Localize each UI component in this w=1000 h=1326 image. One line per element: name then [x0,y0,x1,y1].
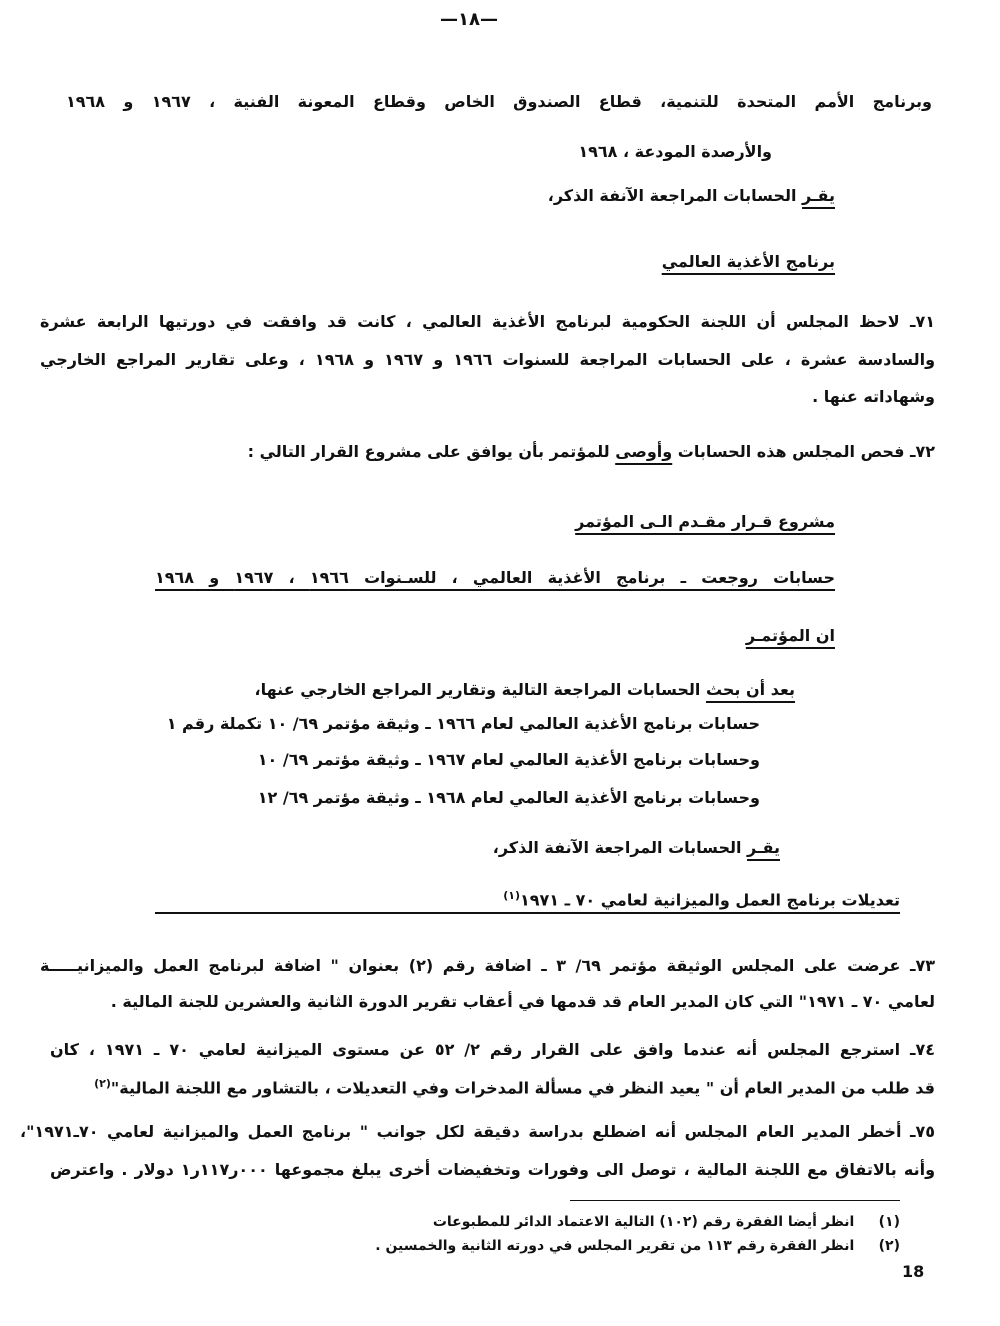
para71-line-1: ٧١ـ لاحظ المجلس أن اللجنة الحكومية لبرنامج الأغذية العالمي ، كانت قد وافقت في دورتيها الرابعة عشرة [40,312,935,331]
intro-line-2: والأرصدة المودعة ، ١٩٦٨ [578,142,772,161]
footnote-mark: (١) [878,1214,900,1230]
para72 [248,440,935,464]
para74-line-1: ٧٤ـ استرجع المجلس أنه عندما وافق على القرار رقم ٢/ ٥٢ عن مستوى الميزانية لعامي ٧٠ ـ ١٩٧١ ، كان [50,1040,936,1059]
footnote-text: انظر أيضا الفقرة رقم (١٠٢) التالية الاعتماد الدائر للمطبوعات [432,1214,855,1230]
decides-rest: الحسابات المراجعة الآنفة الذكر، [492,838,748,857]
page-header-marker: —١٨— [440,9,498,30]
amendments-heading-text: تعديلات برنامج العمل والميزانية لعامي ٧٠ ـ ١٩٧١ [519,890,900,910]
para74-text: قد طلب من المدير العام أن " يعيد النظر في مسألة المدخرات وفي التعديلات ، بالتشاور مع اللجنة المالية" [110,1078,935,1098]
footnote-ref: (١) [503,889,520,902]
draft-title: مشروع قـرار مقـدم الـى المؤتمر [575,512,835,531]
intro-decision [548,184,835,208]
para75-line-2: وأنه بالاتفاق مع اللجنة المالية ، توصل الى وفورات وتخفيضات أخرى يبلغ مجموعها ٠٠٠ر١١٧ر١ دولار . واعترض [50,1160,936,1179]
intro-line-1: وبرنامج الأمم المتحدة للتنمية، قطاع الصندوق الخاص وقطاع المعونة الفنية ، ١٩٦٧ و ١٩٦٨ [66,92,932,111]
footnote-1 [433,1210,900,1234]
para73-line-1: ٧٣ـ عرضت على المجلس الوثيقة مؤتمر ٦٩/ ٣ ـ اضافة رقم (٢) بعنوان " اضافة لبرنامج العمل والميزانيـــــة [40,956,936,975]
footnote-ref: (٢) [94,1077,111,1090]
para72-before: ٧٢ـ فحص المجلس هذه الحسابات [672,442,935,461]
para73-line-2: لعامي ٧٠ ـ ١٩٧١" التي كان المدير العام قد قدمها في أعقاب تقرير الدورة الثانية والعشرين للجنة المالية . [110,992,935,1011]
decides-verb: يقـر [802,186,835,205]
decides-verb: يقـر [747,838,780,857]
para75-line-1: ٧٥ـ أخطر المدير العام المجلس أنه اضطلع بدراسة دقيقة لكل جوانب " برنامج العمل والميزانية لعامي ٧٠ـ١٩٧١"، [20,1122,935,1141]
para71-line-3: وشهاداته عنها . [812,387,935,406]
draft-item: وحسابات برنامج الأغذية العالمي لعام ١٩٦٨ ـ وثيقة مؤتمر ٦٩/ ١٢ [257,788,760,807]
draft-decision [493,836,780,860]
footnote-2 [375,1234,900,1258]
para74-line-2 [94,1072,935,1100]
footnote-divider [570,1200,900,1201]
para72-after: للمؤتمر بأن يوافق على مشروع القرار التالي : [247,442,616,461]
amendments-heading [503,884,900,912]
decides-rest: الحسابات المراجعة الآنفة الذكر، [547,186,803,205]
after-examining-verb: بعد أن بحث [705,680,795,699]
after-examining-rest: الحسابات المراجعة التالية وتقارير المراجع الخارجي عنها، [254,680,706,699]
footnote-text: انظر الفقرة رقم ١١٣ من تقرير المجلس في دورته الثانية والخمسين . [375,1238,855,1254]
draft-subtitle: حسابات روجعت ـ برنامج الأغذية العالمي ، للسـنوات ١٩٦٦ ، ١٩٦٧ و ١٩٦٨ [155,568,835,587]
draft-after-examining [255,678,795,702]
footnote-mark: (٢) [878,1238,900,1254]
draft-conference: ان المؤتمـر [745,626,835,645]
para71-line-2: والسادسة عشرة ، على الحسابات المراجعة للسنوات ١٩٦٦ و ١٩٦٧ و ١٩٦٨ ، وعلى تقارير المراجع الخارجي [40,350,936,369]
page-number: 18 [902,1262,925,1281]
draft-item: حسابات برنامج الأغذية العالمي لعام ١٩٦٦ ـ وثيقة مؤتمر ٦٩/ ١٠ تكملة رقم ١ [166,714,760,733]
draft-item: وحسابات برنامج الأغذية العالمي لعام ١٩٦٧ ـ وثيقة مؤتمر ٦٩/ ١٠ [257,750,760,769]
section-heading: برنامج الأغذية العالمي [661,252,835,271]
heading-underline [155,912,900,914]
para72-recommend: وأوصى [615,442,673,461]
